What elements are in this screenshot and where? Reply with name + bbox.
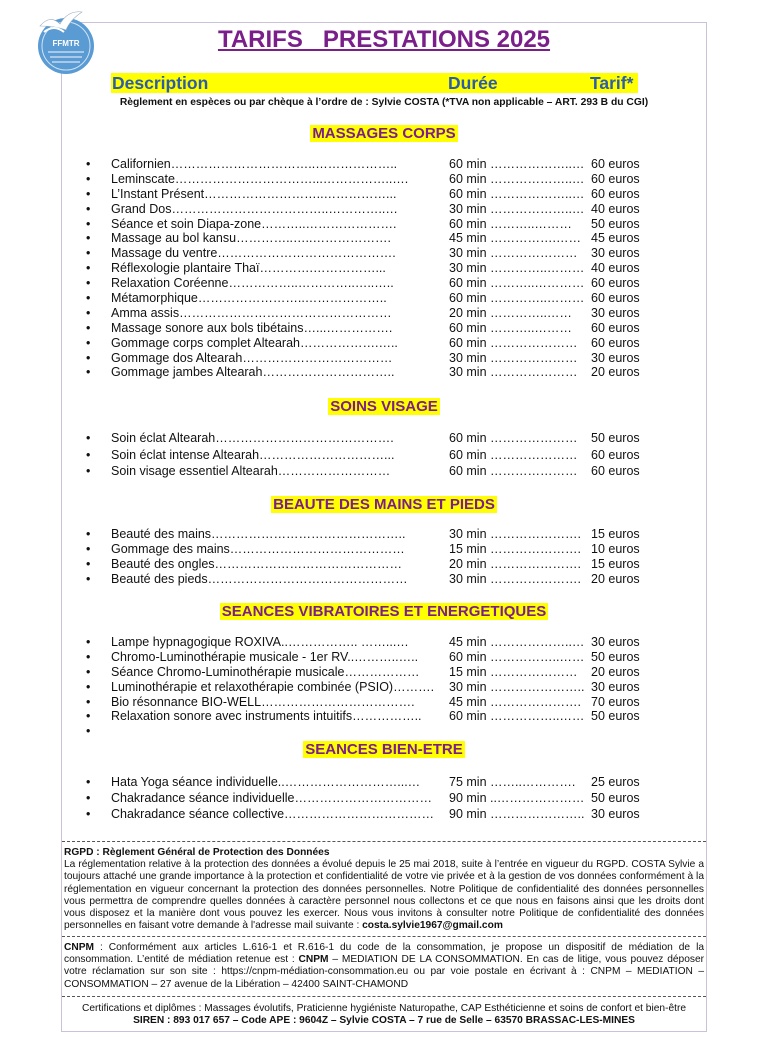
cnpm-label-2: CNPM [298,954,329,966]
list-bien-etre [86,774,666,822]
header-duree: Durée [448,73,498,93]
divider [62,841,706,842]
list-item: • Hata Yoga séance individuelle..………………………...… 75 min ……..…………. 25 euros [86,775,640,789]
list-item: • Soin éclat intense Altearah…………………………... 60 min ………………… 60 euros [86,447,640,462]
section-title-mains: BEAUTE DES MAINS ET PIEDS [273,496,495,513]
list-item: • Massage sonore aux bols tibétains…...……………. 60 min ………..……… 60 euros [86,320,640,335]
payment-note: Règlement en espèces ou par chèque à l’ordre de : Sylvie COSTA (*TVA non applicable – ART. 293 B du CGI) [119,97,649,108]
footer-certifications: Certifications et diplômes : Massages évolutifs, Praticienne hygiéniste Naturopathe, CAP Esthéticienne et soins de confort et bien-être [81,1003,687,1014]
section-title-corps: MASSAGES CORPS [312,125,456,142]
section-title-vibratoires: SEANCES VIBRATOIRES ET ENERGETIQUES [221,603,547,620]
list-item: • Luminothérapie et relaxothérapie combinée (PSIO)………. 30 min ………………….. 30 euros [86,679,640,694]
list-item: • Beauté des mains……………………………………….. 30 min …………………. 15 euros [86,527,640,541]
list-item: • Séance Chromo-Luminothérapie musicale……………… 15 min ………………… 20 euros [86,664,640,679]
list-item: • Chromo-Luminothérapie musicale - 1er RV..………..….. 60 min ……………..…… 50 euros [86,649,640,664]
list-item: • Beauté des ongles……………………………………… 20 min …………………. 15 euros [86,556,640,571]
list-item: • Beauté des pieds………………………………………… 30 min …………………. 20 euros [86,571,640,586]
cnpm-label: CNPM [64,942,94,953]
list-item: • Métamorphique……………………..……………….. 60 min …………..……… 60 euros [86,291,640,306]
list-vibratoires [86,635,666,739]
rgpd-email: costa.sylvie1967@gmail.com [362,920,503,932]
rgpd-block [64,847,704,932]
header-description: Description [112,73,209,93]
rgpd-body: La réglementation relative à la protection des données a évolué depuis le 25 mai 2018, suite à l’entrée en vigueur du RGPD. COSTA Sylvie a toujours attaché une grande importance à la protection et confidentialité de votre vie privée et à la gestion de vos données conformément à la réglementation en vigueur concernant la protection des données personnelles. Notre Politique de confidentialité des données personnelles vous permettra de comprendre quelles données à caractère personnel nous collectons et ce que nous en faisons ainsi que les droits dont vous disposez et la manière dont vous pouvez les exercer. Nous vous invitons à consulter notre Politique de confidentialité des données personnelles en faisant votre demande à l'adresse mail suivante : [64,859,704,932]
rgpd-label: RGPD [64,847,94,858]
table-header [111,73,638,93]
list-item: • Gommage corps complet Altearah……………….….. 60 min ………………… 60 euros [86,335,640,350]
list-item: • Séance et soin Diapa-zone………..…………………. 60 min ………..……… 50 euros [86,216,640,231]
list-item: • Relaxation sonore avec instruments intuitifs…………….. 60 min ……………..…… 50 euros [86,709,640,724]
list-item: • Gommage dos Altearah……………………………… 30 min ………………… 30 euros [86,350,640,365]
footer [64,1003,704,1028]
list-item: • Relaxation Coréenne……………..…………..…..….. 60 min ………..………… 60 euros [86,276,640,291]
section-title-visage: SOINS VISAGE [330,398,438,415]
list-item: • Grand Dos………………………………..…………..… 30 min ………………..… 40 euros [86,201,640,216]
list-item: • Chakradance séance collective……………………………… 90 min ………………….. 30 euros [86,807,640,821]
cnpm-block [64,942,704,991]
cnpm-text: : Conformément aux articles L.616-1 et R.616-1 du code de la consommation, je propose un dispositif de médiation de la consommation. L’entité de médiation retenue est : [64,942,704,966]
list-item: • L’Instant Présent………………………..……………... 60 min ………………..… 60 euros [86,186,640,201]
header-tarif: Tarif* [590,73,634,93]
list-item: • Leminscate……………………………...……………..…. 60 min ………………..… 60 euros [86,171,640,186]
list-item: • Lampe hypnagogique ROXIVA..…………….. ……...… 45 min ………………..… 30 euros [86,635,640,649]
list-item: • Soin éclat Altearah……………………………………. 60 min ………………… 50 euros [86,431,640,445]
list-item: • [86,724,91,739]
list-visage [86,430,666,480]
list-corps [86,157,666,380]
list-item: • Amma assis…………………………………………… 20 min …………..…… 30 euros [86,305,640,320]
list-item: • Californien……………………………..……………….. 60 min ………………..… 60 euros [86,157,640,171]
divider [62,996,706,997]
list-item: • Gommage jambes Altearah………………………….. 30 min ………………… 20 euros [86,365,640,380]
list-item: • Massage du ventre……………………………………. 30 min ………………… 30 euros [86,246,640,261]
list-item: • Gommage des mains…………………………………… 15 min …………………. 10 euros [86,541,640,556]
list-item: • Soin visage essentiel Altearah……………………… 60 min ………………… 60 euros [86,464,640,478]
list-item: • Bio résonnance BIO-WELL………………………………. 45 min …………………. 70 euros [86,694,640,709]
divider [62,936,706,937]
section-title-bien-etre: SEANCES BIEN-ETRE [305,741,463,758]
logo-text: FFMTR [52,39,80,48]
cnpm-text-2: – MEDIATION DE LA CONSOMMATION. En cas de litige, vous pouvez déposer votre réclamation sur son site : https://cnpm-médiation-consommation.eu ou par voie postale en écrivant à : CNPM – MEDIATION – CONSOMMATION – 27 avenue de la Libération – 42400 SAINT-CHAMOND [64,954,705,990]
page-title: TARIFS PRESTATIONS 2025 [217,26,551,53]
list-mains [86,527,666,587]
list-item: • Chakradance séance individuelle…………………………… 90 min ..………………… 50 euros [86,791,640,805]
list-item: • Massage au bol kansu…………..…..………………. 45 min …………….…… 45 euros [86,231,640,246]
rgpd-title: : Règlement Général de Protection des Données [93,847,330,858]
footer-siren: SIREN : 893 017 657 – Code APE : 9604Z – Sylvie COSTA – 7 rue de Selle – 63570 BRASSAC-LES-MINES [133,1015,635,1027]
list-item: • Réflexologie plantaire Thaï………….……………... 30 min …………..……… 40 euros [86,261,640,276]
